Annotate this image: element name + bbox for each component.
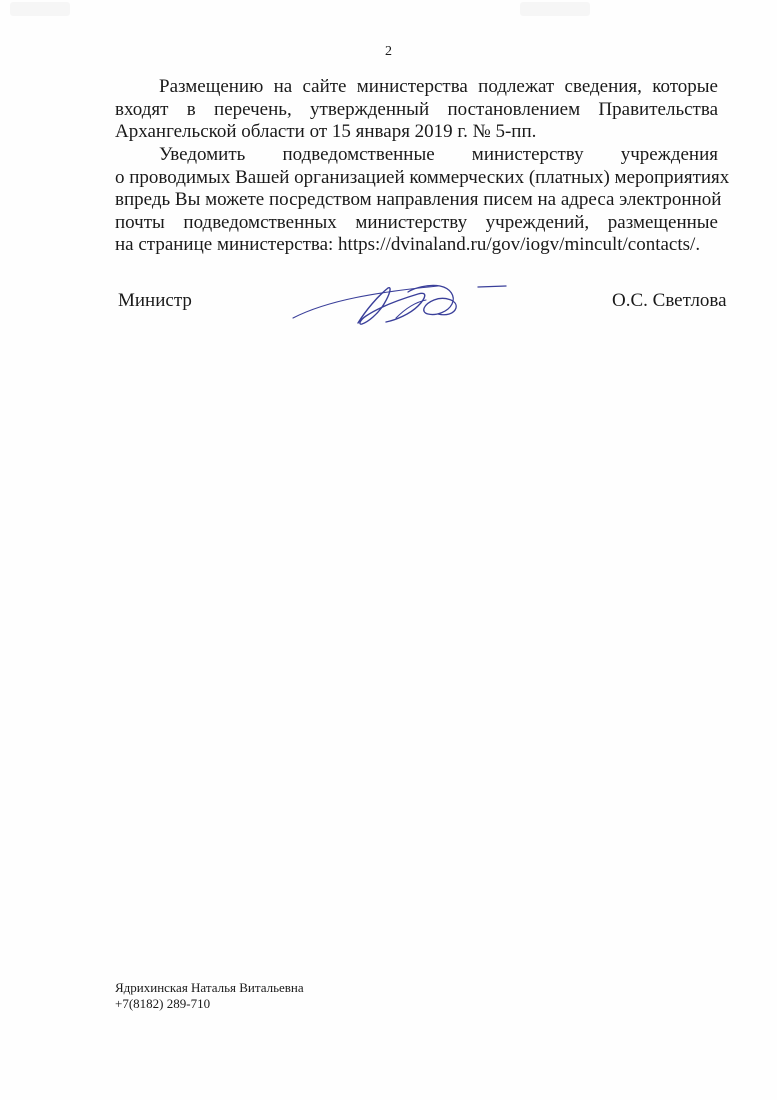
executor-phone: +7(8182) 289-710 (115, 996, 211, 1011)
handwritten-signature (288, 278, 508, 338)
paragraph-notification (115, 144, 730, 257)
signature-block (0, 290, 777, 350)
scan-artifact (10, 2, 70, 16)
scan-artifact (520, 2, 590, 16)
paragraph-line: Архангельской области от 15 января 2019 г. № 5-пп. (115, 121, 537, 142)
paragraph-line: Размещению на сайте министерства подлежат сведения, которые (159, 76, 718, 97)
signatory-name: О.С. Светлова (612, 290, 727, 311)
executor-name: Ядрихинская Наталья Витальевна (115, 980, 304, 995)
paragraph-line: впредь Вы можете посредством направления писем на адреса электронной (115, 189, 722, 210)
paragraph-line: почты подведомственных министерству учреждений, размещенные (115, 211, 718, 233)
paragraph-line: Уведомить подведомственные министерству учреждения (159, 144, 718, 165)
page-number: 2 (385, 44, 392, 59)
paragraph-line: входят в перечень, утвержденный постановлением Правительства (115, 98, 718, 120)
executor-info (115, 980, 304, 1012)
paragraph-publication (115, 76, 718, 144)
signatory-role: Министр (118, 290, 192, 311)
paragraph-line: на странице министерства: https://dvinaland.ru/gov/iogv/mincult/contacts/. (115, 234, 701, 255)
paragraph-line: о проводимых Вашей организацией коммерческих (платных) мероприятиях (115, 166, 730, 188)
